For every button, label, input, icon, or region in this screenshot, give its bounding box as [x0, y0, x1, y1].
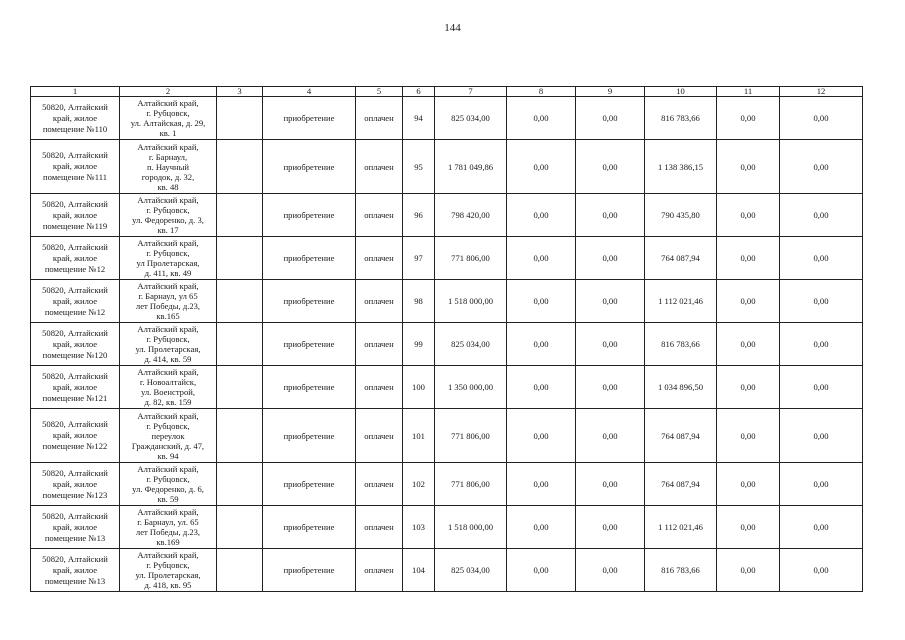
cell-amount: 825 034,00: [435, 549, 507, 592]
cell-col11: 0,00: [717, 506, 780, 549]
cell-operation-type: приобретение: [263, 280, 356, 323]
column-header: 7: [435, 87, 507, 97]
cell-object-name: [31, 97, 120, 140]
address-line: д. 411, кв. 49: [144, 268, 192, 278]
cell-col11: 0,00: [717, 409, 780, 463]
cell-col11: 0,00: [717, 237, 780, 280]
column-header: 8: [507, 87, 576, 97]
cell-col10: 764 087,94: [645, 409, 717, 463]
address-line: Алтайский край,: [137, 410, 199, 421]
cell-amount: 771 806,00: [435, 237, 507, 280]
cell-col12: 0,00: [780, 463, 863, 506]
cell-col12: 0,00: [780, 280, 863, 323]
cell-col9: 0,00: [576, 409, 645, 463]
cell-col3: [217, 549, 263, 592]
cell-col9: 0,00: [576, 97, 645, 140]
address-line: ул. Военстрой,: [140, 387, 196, 397]
cell-amount: 1 350 000,00: [435, 366, 507, 409]
cell-col3: [217, 140, 263, 194]
object-name-line: край, жилое: [52, 478, 98, 489]
cell-status: оплачен: [356, 409, 403, 463]
object-name-line: 50820, Алтайский: [42, 327, 108, 338]
cell-col3: [217, 409, 263, 463]
cell-col9: 0,00: [576, 506, 645, 549]
object-name-line: край, жилое: [52, 252, 98, 263]
object-name-line: помещение №121: [42, 392, 108, 403]
cell-col10: 1 034 896,50: [645, 366, 717, 409]
cell-col10: 764 087,94: [645, 237, 717, 280]
cell-col8: 0,00: [507, 97, 576, 140]
object-name-line: помещение №110: [42, 123, 108, 134]
column-header: 10: [645, 87, 717, 97]
cell-col8: 0,00: [507, 463, 576, 506]
cell-col11: 0,00: [717, 194, 780, 237]
cell-col9: 0,00: [576, 140, 645, 194]
object-name-line: край, жилое: [52, 430, 98, 440]
column-header: 2: [120, 87, 217, 97]
column-header: 6: [403, 87, 435, 97]
object-name-line: край, жилое: [52, 295, 98, 306]
address-line: Алтайский край,: [137, 238, 199, 248]
address-line: г. Рубцовск,: [146, 108, 190, 118]
object-name-line: край, жилое: [52, 338, 98, 349]
cell-amount: 825 034,00: [435, 323, 507, 366]
cell-col3: [217, 237, 263, 280]
table-row: [31, 506, 863, 549]
address-line: г. Барнаул, ул 65: [138, 291, 198, 301]
address-line: Алтайский край,: [137, 281, 199, 291]
address-line: городок, д. 32,: [141, 171, 195, 182]
cell-address: [120, 237, 217, 280]
cell-amount: 825 034,00: [435, 97, 507, 140]
cell-number: 98: [403, 280, 435, 323]
cell-operation-type: приобретение: [263, 194, 356, 237]
object-name-line: помещение №12: [44, 263, 106, 274]
cell-col8: 0,00: [507, 194, 576, 237]
cell-number: 99: [403, 323, 435, 366]
cell-col10: 1 112 021,46: [645, 280, 717, 323]
address-line: г. Рубцовск,: [146, 248, 190, 258]
cell-amount: 1 518 000,00: [435, 506, 507, 549]
cell-address: [120, 323, 217, 366]
address-line: кв. 48: [157, 181, 179, 192]
cell-operation-type: приобретение: [263, 97, 356, 140]
cell-col8: 0,00: [507, 506, 576, 549]
cell-col3: [217, 194, 263, 237]
cell-operation-type: приобретение: [263, 140, 356, 194]
header-row: [31, 87, 863, 97]
address-line: ул. Федоренко, д. 3,: [132, 215, 204, 225]
cell-number: 97: [403, 237, 435, 280]
cell-operation-type: приобретение: [263, 366, 356, 409]
address-line: Алтайский край,: [137, 324, 199, 334]
address-line: Алтайский край,: [137, 507, 199, 517]
cell-operation-type: приобретение: [263, 463, 356, 506]
column-header: 11: [717, 87, 780, 97]
cell-col12: 0,00: [780, 140, 863, 194]
object-name-line: помещение №120: [42, 349, 108, 360]
cell-status: оплачен: [356, 194, 403, 237]
cell-operation-type: приобретение: [263, 409, 356, 463]
cell-object-name: [31, 366, 120, 409]
cell-col12: 0,00: [780, 323, 863, 366]
address-line: г. Барнаул, ул. 65: [137, 517, 199, 527]
address-line: ул. Пролетарская,: [135, 570, 201, 580]
object-name-line: 50820, Алтайский: [42, 553, 108, 564]
object-name-line: 50820, Алтайский: [42, 150, 108, 160]
cell-number: 96: [403, 194, 435, 237]
cell-col10: 816 783,66: [645, 97, 717, 140]
column-header: 3: [217, 87, 263, 97]
cell-operation-type: приобретение: [263, 506, 356, 549]
cell-col8: 0,00: [507, 366, 576, 409]
address-line: кв. 17: [157, 225, 179, 235]
object-name-line: 50820, Алтайский: [42, 284, 108, 295]
cell-status: оплачен: [356, 506, 403, 549]
cell-col3: [217, 97, 263, 140]
object-name-line: помещение №111: [42, 172, 108, 182]
table-row: [31, 97, 863, 140]
object-name-line: помещение №13: [44, 575, 106, 586]
object-name-line: помещение №119: [42, 220, 108, 231]
table-row: [31, 409, 863, 463]
cell-address: [120, 409, 217, 463]
cell-col12: 0,00: [780, 506, 863, 549]
address-line: кв. 94: [157, 450, 179, 461]
cell-amount: 771 806,00: [435, 463, 507, 506]
cell-col9: 0,00: [576, 323, 645, 366]
registry-table: [30, 86, 863, 592]
object-name-line: край, жилое: [52, 161, 98, 171]
cell-amount: 771 806,00: [435, 409, 507, 463]
cell-col11: 0,00: [717, 463, 780, 506]
object-name-line: помещение №123: [42, 489, 108, 500]
cell-status: оплачен: [356, 140, 403, 194]
cell-col11: 0,00: [717, 97, 780, 140]
cell-status: оплачен: [356, 366, 403, 409]
cell-address: [120, 549, 217, 592]
object-name-line: край, жилое: [52, 381, 98, 392]
cell-col3: [217, 506, 263, 549]
address-line: г. Рубцовск,: [146, 334, 190, 344]
address-line: д. 418, кв. 95: [144, 580, 192, 590]
cell-amount: 1 518 000,00: [435, 280, 507, 323]
cell-col9: 0,00: [576, 194, 645, 237]
cell-number: 94: [403, 97, 435, 140]
cell-status: оплачен: [356, 97, 403, 140]
address-line: ул. Федоренко, д. 6,: [132, 484, 204, 494]
cell-object-name: [31, 280, 120, 323]
table-row: [31, 237, 863, 280]
cell-address: [120, 280, 217, 323]
cell-object-name: [31, 506, 120, 549]
cell-col12: 0,00: [780, 237, 863, 280]
address-line: кв.169: [156, 537, 180, 547]
address-line: Алтайский край,: [137, 141, 199, 152]
object-name-line: 50820, Алтайский: [42, 510, 108, 521]
address-line: кв. 59: [157, 494, 179, 504]
cell-number: 102: [403, 463, 435, 506]
cell-number: 95: [403, 140, 435, 194]
column-header: 5: [356, 87, 403, 97]
cell-col11: 0,00: [717, 280, 780, 323]
object-name-line: 50820, Алтайский: [42, 101, 108, 112]
cell-col10: 1 112 021,46: [645, 506, 717, 549]
cell-col8: 0,00: [507, 409, 576, 463]
cell-address: [120, 506, 217, 549]
object-name-line: 50820, Алтайский: [42, 370, 108, 381]
address-line: ул Пролетарская,: [136, 258, 200, 268]
cell-col8: 0,00: [507, 280, 576, 323]
table-row: [31, 194, 863, 237]
cell-address: [120, 194, 217, 237]
cell-operation-type: приобретение: [263, 549, 356, 592]
object-name-line: край, жилое: [52, 112, 98, 123]
cell-col9: 0,00: [576, 237, 645, 280]
cell-object-name: [31, 549, 120, 592]
object-name-line: 50820, Алтайский: [42, 419, 108, 429]
cell-col9: 0,00: [576, 280, 645, 323]
column-header: 12: [780, 87, 863, 97]
object-name-line: помещение №12: [44, 306, 106, 317]
cell-object-name: [31, 409, 120, 463]
cell-operation-type: приобретение: [263, 323, 356, 366]
cell-number: 103: [403, 506, 435, 549]
cell-address: [120, 140, 217, 194]
table-row: [31, 140, 863, 194]
address-line: переулок: [151, 430, 185, 441]
cell-col9: 0,00: [576, 463, 645, 506]
address-line: п. Научный: [146, 161, 190, 172]
object-name-line: помещение №122: [42, 441, 108, 451]
cell-col3: [217, 280, 263, 323]
cell-number: 101: [403, 409, 435, 463]
cell-status: оплачен: [356, 323, 403, 366]
address-line: ул. Пролетарская,: [135, 344, 201, 354]
column-header: 4: [263, 87, 356, 97]
cell-col10: 816 783,66: [645, 549, 717, 592]
cell-operation-type: приобретение: [263, 237, 356, 280]
cell-col8: 0,00: [507, 549, 576, 592]
address-line: д. 82, кв. 159: [144, 397, 192, 407]
address-line: ул. Алтайская, д. 29,: [130, 118, 206, 128]
cell-col8: 0,00: [507, 323, 576, 366]
cell-status: оплачен: [356, 463, 403, 506]
cell-col11: 0,00: [717, 549, 780, 592]
cell-col8: 0,00: [507, 237, 576, 280]
address-line: г. Рубцовск,: [146, 205, 190, 215]
cell-col8: 0,00: [507, 140, 576, 194]
cell-col12: 0,00: [780, 366, 863, 409]
table-row: [31, 323, 863, 366]
address-line: г. Новоалтайск,: [139, 377, 197, 387]
cell-status: оплачен: [356, 280, 403, 323]
cell-col10: 764 087,94: [645, 463, 717, 506]
address-line: г. Рубцовск,: [146, 560, 190, 570]
address-line: Алтайский край,: [137, 98, 199, 108]
table-row: [31, 280, 863, 323]
object-name-line: 50820, Алтайский: [42, 467, 108, 478]
cell-status: оплачен: [356, 549, 403, 592]
cell-col12: 0,00: [780, 97, 863, 140]
cell-number: 100: [403, 366, 435, 409]
table-row: [31, 549, 863, 592]
cell-col11: 0,00: [717, 323, 780, 366]
table-row: [31, 366, 863, 409]
cell-object-name: [31, 194, 120, 237]
cell-object-name: [31, 237, 120, 280]
address-line: д. 414, кв. 59: [144, 354, 192, 364]
cell-col10: 1 138 386,15: [645, 140, 717, 194]
object-name-line: край, жилое: [52, 521, 98, 532]
page-number: 144: [444, 22, 461, 34]
cell-address: [120, 366, 217, 409]
cell-object-name: [31, 323, 120, 366]
object-name-line: 50820, Алтайский: [42, 241, 108, 252]
cell-object-name: [31, 140, 120, 194]
object-name-line: край, жилое: [52, 209, 98, 220]
cell-col3: [217, 366, 263, 409]
cell-col10: 816 783,66: [645, 323, 717, 366]
cell-col3: [217, 463, 263, 506]
cell-col10: 790 435,80: [645, 194, 717, 237]
address-line: г. Рубцовск,: [146, 474, 190, 484]
address-line: Алтайский край,: [137, 367, 199, 377]
cell-col9: 0,00: [576, 549, 645, 592]
cell-number: 104: [403, 549, 435, 592]
cell-amount: 1 781 049,86: [435, 140, 507, 194]
cell-col12: 0,00: [780, 194, 863, 237]
address-line: г. Барнаул,: [148, 151, 188, 162]
table-row: [31, 463, 863, 506]
cell-col11: 0,00: [717, 140, 780, 194]
address-line: Гражданский, д. 47,: [131, 440, 205, 451]
object-name-line: помещение №13: [44, 532, 106, 543]
column-header: 9: [576, 87, 645, 97]
cell-col12: 0,00: [780, 409, 863, 463]
cell-col11: 0,00: [717, 366, 780, 409]
object-name-line: 50820, Алтайский: [42, 198, 108, 209]
address-line: г. Рубцовск,: [146, 420, 190, 431]
address-line: лет Победы, д.23,: [135, 527, 201, 537]
address-line: Алтайский край,: [137, 550, 199, 560]
address-line: кв. 1: [159, 128, 177, 138]
cell-col3: [217, 323, 263, 366]
cell-col12: 0,00: [780, 549, 863, 592]
object-name-line: край, жилое: [52, 564, 98, 575]
column-header: 1: [31, 87, 120, 97]
cell-address: [120, 97, 217, 140]
address-line: кв.165: [156, 311, 180, 321]
cell-object-name: [31, 463, 120, 506]
cell-status: оплачен: [356, 237, 403, 280]
address-line: лет Победы, д.23,: [135, 301, 201, 311]
cell-col9: 0,00: [576, 366, 645, 409]
address-line: Алтайский край,: [137, 195, 199, 205]
cell-address: [120, 463, 217, 506]
cell-amount: 798 420,00: [435, 194, 507, 237]
address-line: Алтайский край,: [137, 464, 199, 474]
